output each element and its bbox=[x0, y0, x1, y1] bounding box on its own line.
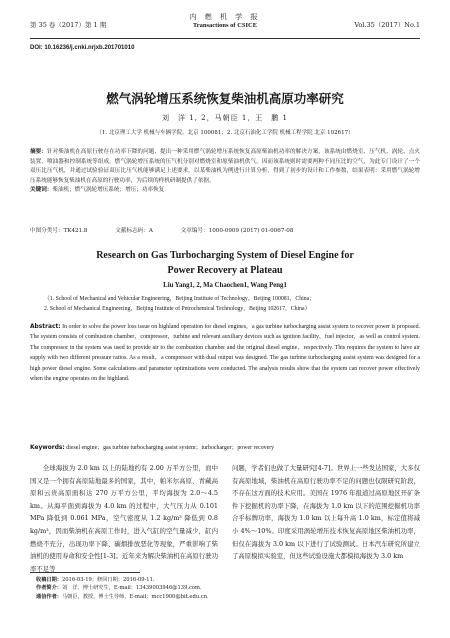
abstract-en bbox=[30, 322, 420, 384]
affiliation-en-2: 2. School of Mechanical Engineering，Beijing Institute of Petrochemical Technology，Beijing 102617，China） bbox=[44, 306, 311, 312]
classification-line bbox=[30, 226, 420, 234]
intro-paragraph-left: 全球海拔为 2.0 km 以上的陆地约有 2.00 万平方公里，而中国又是一个拥有高原陆地最多的国家，其中，帕米尔高原、青藏高原和云贵高原面积达 270 万平方公里，平均海拔为 2.0～4.5 km。从海平面到海拔为 4.0 km 的过程中，大气压力从 0.101 MPa 降低到 0.061 MPa，空气密度从 1.2 kg/m³ 降低到 0.8 kg/m³，因而柴油机在高原工作时，进入气缸的空气量减少，缸内燃烧不充分，出现功率下降、碳烟排放恶化等现象，严重影响了柴油机的使用寿命和安全性[1-3]。近年来为解决柴油机在高原行驶功率不足等 bbox=[30, 464, 218, 573]
keywords-en-block bbox=[30, 442, 420, 451]
title-en-line1: Research on Gas Turbocharging System of Diesel Engine for bbox=[96, 250, 354, 261]
footnote bbox=[36, 576, 420, 601]
doi[interactable]: DOI: 10.16236/j.cnki.nrjxb.201701010 bbox=[30, 45, 135, 51]
footnote-author bbox=[36, 584, 420, 592]
footnote-received bbox=[36, 576, 420, 584]
article-id: 文章编号：1000-0909 (2017) 01-0067-08 bbox=[180, 228, 294, 234]
affiliation-en-1: （1. School of Mechanical and Vehicular Engineering，Beijing Institute of Technology，Beijing 100081，China； bbox=[44, 296, 315, 302]
title-en bbox=[30, 248, 420, 278]
footnote-contact bbox=[36, 593, 420, 601]
clc-number: 中图分类号：TK421.8 bbox=[30, 228, 88, 234]
running-header bbox=[30, 10, 420, 36]
abstract-en-text: In order to solve the power loss issue on highland operation for diesel engines，a gas turbine turbocharging assist system to recover power is proposed. The system consists of combustion chamber，compressor，turbine and relevant auxiliary devices such as ignition facility，fuel injector，as well as control system. The compressor in the system was used to provide air to the combustion chamber and the original diesel engine，respectively. This requires the system to have air supply with two different pressure ratios. As a result，a compressor with dual output was designed. The gas turbine turbocharging assist system was designed for a high power diesel engine. Some calculations and parameter optimizations were conducted. The analysis results show that the system can recover power effectively when the engine operates on the highland. bbox=[30, 324, 420, 383]
received-date: 2016-03-19；修回日期：2016-09-11. bbox=[61, 577, 155, 583]
abstract-en-label: Abstract: bbox=[30, 324, 61, 330]
abstract-cn bbox=[30, 148, 420, 196]
intro-paragraph-right: 问题，学者们也做了大量研究[4-7]。世界上一些发达国家，大多仅有高原地域，柴油机在高原行驶功率不足的问题也仅限研究阶段，不存在这方面的技术应用。美国在 1976 年报道过高原地区开矿条件下挖掘机的功率下降，在海拔为 1.0 km 以下的范围挖掘机功率合乎标牌功率，海拔为 1.0 km 以上每升高 1.0 km，标定值将减小 4%～10%。印度采用涡轮增压技术恢复高原地区柴油机功率，但仅在海拔为 3.0 km 以下进行了试验测试。日本汽车研究所建立了高原模拟实验室，但这些试验设施大都模拟海拔为 3.0 km bbox=[232, 464, 420, 561]
body-column-right bbox=[232, 462, 420, 563]
header-rule bbox=[30, 38, 420, 39]
title-cn: 燃气涡轮增压系统恢复柴油机高原功率研究 bbox=[106, 91, 344, 106]
journal-name-cn: 内 燃 机 学 报 bbox=[189, 13, 261, 21]
author-info: 刘 洋，博士研究生，E-mail：13439003946@139.com. bbox=[61, 585, 202, 592]
title-en-line2: Power Recovery at Plateau bbox=[167, 265, 283, 276]
authors-cn: 刘 洋 1, 2，马朝臣 1，王 鹏 1 bbox=[162, 114, 288, 122]
contact-label: 通信作者： bbox=[36, 593, 62, 600]
keywords-cn: 柴油机；燃气涡轮增压系统；增压；功率恢复 bbox=[52, 187, 165, 194]
abstract-cn-label: 摘要： bbox=[30, 149, 47, 155]
keywords-en: diesel engine；gas turbine turbocharging assist system；turbocharger；power recovery bbox=[66, 445, 275, 451]
journal-name-en: Transactions of CSICE bbox=[192, 22, 258, 29]
abstract-cn-text: 针对柴油机在高原行驶存在功率下降的问题，提出一种采用燃气涡轮增压系统恢复高原柴油机功率的解决方案，该系统由燃烧室、压气机、涡轮、点火装置、喷油器和控制系统等组成。燃气涡轮增压系统的压气机分别对燃烧室和原柴油机供气，因而该系统则时需要两种不同压比的空气，为此专门设计了一个双压比压气机，并通过试验验证双压比压气机能够满足上述要求。以某柴油机为例进行计算分析，得到了初步的设计和工作参数，结果表明：采用燃气涡轮增压系统能够恢复柴油机在高原的行驶功率，为后续的样机研制提供了依据。 bbox=[30, 149, 420, 184]
document-code: 文献标志码：A bbox=[115, 228, 153, 234]
affiliations-cn: （1. 北京理工大学 机械与车辆学院，北京 100081；2. 北京石油化工学院 机械工程学院 北京 102617） bbox=[96, 130, 354, 136]
affiliations-en bbox=[44, 294, 420, 314]
author-label: 作者简介： bbox=[36, 585, 62, 592]
keywords-en-label: Keywords: bbox=[30, 445, 65, 451]
keywords-cn-label: 关键词： bbox=[30, 187, 53, 194]
footnote-rule bbox=[30, 572, 140, 573]
header-volume-en: Vol.35（2017）No.1 bbox=[354, 21, 420, 29]
header-volume-cn: 第 35 卷（2017）第 1 期 bbox=[30, 21, 107, 29]
received-label: 收稿日期： bbox=[36, 577, 62, 583]
authors-en: Liu Yang1, 2, Ma Chaochen1, Wang Peng1 bbox=[163, 282, 287, 289]
body-column-left bbox=[30, 462, 218, 575]
contact-info: 马朝臣，教授，博士生导师，E-mail：mcc1900@bit.edu.cn. bbox=[61, 593, 209, 600]
